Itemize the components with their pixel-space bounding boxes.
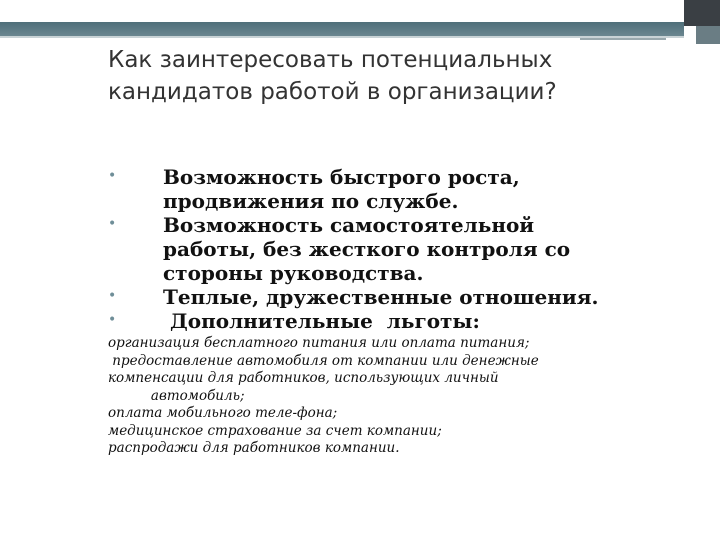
bullet-marker: • xyxy=(108,168,117,184)
bullet-text-line: Дополнительные льготы: xyxy=(163,309,480,333)
title-line-1: Как заинтересовать потенциальных xyxy=(108,47,553,73)
header-corner-block xyxy=(696,26,720,44)
bullet-text-line: Возможность самостоятельной xyxy=(163,213,535,237)
bullet-item-growth xyxy=(108,165,668,213)
benefits-list xyxy=(108,335,648,458)
title-line-2: кандидатов работой в организации? xyxy=(108,79,557,105)
bullet-marker: • xyxy=(108,288,117,304)
bullet-marker: • xyxy=(108,216,117,232)
bullet-item-independence xyxy=(108,213,668,285)
bullet-text-line: Теплые, дружественные отношения. xyxy=(163,285,599,309)
benefit-line: организация бесплатного питания или оплата питания; xyxy=(108,335,530,351)
benefit-line: предоставление автомобиля от компании или денежные xyxy=(108,352,539,369)
bullet-text-line: стороны руководства. xyxy=(163,261,424,285)
bullet-text-line: Возможность быстрого роста, xyxy=(163,165,520,189)
header-teal-band xyxy=(0,22,684,38)
bullet-item-benefits xyxy=(108,309,668,333)
benefit-line: оплата мобильного теле-фона; xyxy=(108,405,338,421)
bullet-text-line: продвижения по службе. xyxy=(163,189,459,213)
bullet-marker: • xyxy=(108,312,117,328)
slide-title xyxy=(108,44,628,108)
bullet-item-relations xyxy=(108,285,668,309)
bullet-list xyxy=(108,165,668,333)
benefit-line: автомобиль; xyxy=(108,387,245,404)
benefit-line: распродажи для работников компании. xyxy=(108,440,400,456)
benefit-line: компенсации для работников, использующих личный xyxy=(108,370,499,386)
title-accent-rule xyxy=(580,38,666,40)
bullet-text-line: работы, без жесткого контроля со xyxy=(163,237,571,261)
benefit-line: медицинское страхование за счет компании; xyxy=(108,422,442,439)
